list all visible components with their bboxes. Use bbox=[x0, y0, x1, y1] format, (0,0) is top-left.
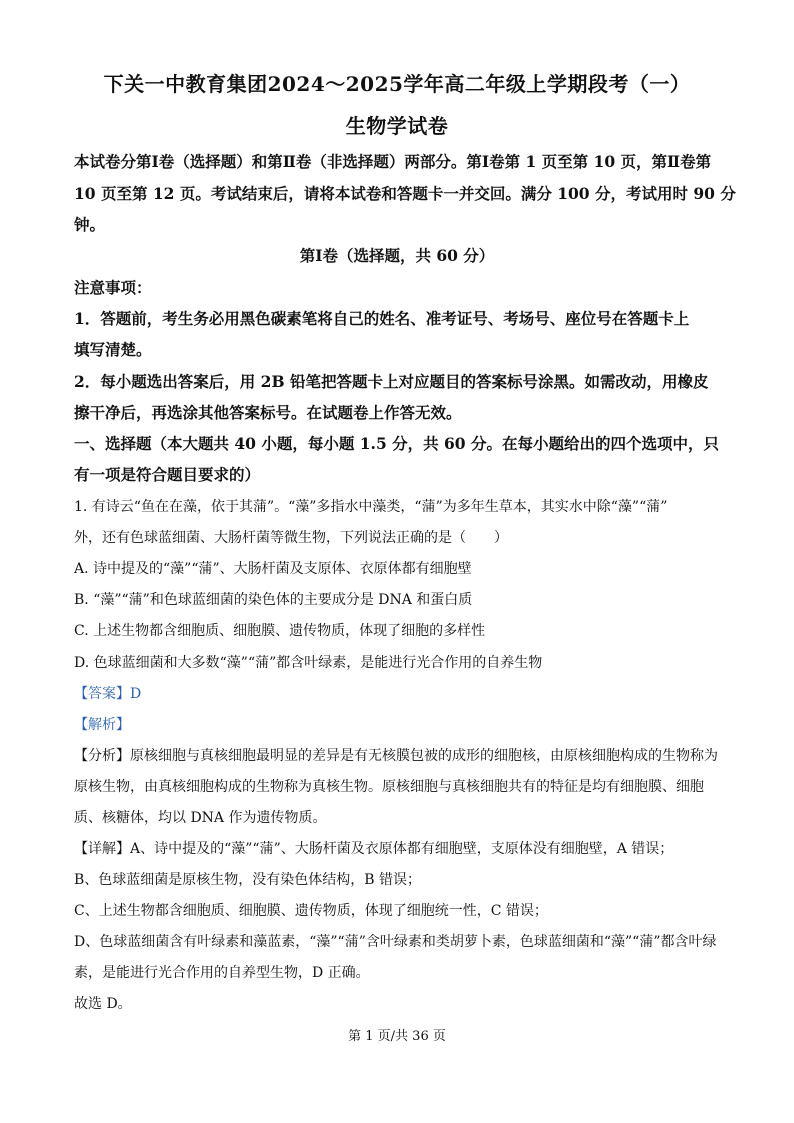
detail-line: B、色球蓝细菌是原核生物，没有染色体结构，B 错误； bbox=[74, 872, 422, 888]
detail-line: 素，是能进行光合作用的自养型生物，D 正确。 bbox=[74, 965, 370, 981]
notice-line: 1．答题前，考生务必用黑色碳素笔将自己的姓名、准考证号、考场号、座位号在答题卡上 bbox=[74, 309, 690, 328]
detail-line: D、色球蓝细菌含有叶绿素和藻蓝素，“藻”“蒲”含叶绿素和类胡萝卜素，色球蓝细菌和“藻”“蒲”都含叶绿 bbox=[74, 934, 717, 950]
section-title: 第Ⅰ卷（选择题，共 60 分） bbox=[299, 246, 495, 265]
analysis-line: 【分析】原核细胞与真核细胞最明显的差异是有无核膜包被的成形的细胞核，由原核细胞构成的生物称为 bbox=[74, 748, 718, 764]
intro-line: 10 页至第 12 页。考试结束后，请将本试卷和答题卡一并交回。满分 100 分，考试用时 90 分 bbox=[74, 184, 736, 203]
intro-line: 本试卷分第Ⅰ卷（选择题）和第Ⅱ卷（非选择题）两部分。第Ⅰ卷第 1 页至第 10 页，第Ⅱ卷第 bbox=[74, 152, 712, 171]
detail-line: 故选 D。 bbox=[74, 996, 132, 1012]
detail-line: 【详解】A、诗中提及的“藻”“蒲”、大肠杆菌及衣原体都有细胞壁，支原体没有细胞壁，A 错误； bbox=[74, 841, 674, 857]
option-b: B. “藻”“蒲”和色球蓝细菌的染色体的主要成分是 DNA 和蛋白质 bbox=[74, 592, 473, 608]
option-d: D. 色球蓝细菌和大多数“藻”“蒲”都含叶绿素，是能进行光合作用的自养生物 bbox=[74, 655, 543, 671]
notice-line: 填写清楚。 bbox=[74, 340, 152, 359]
analysis-line: 原核生物，由真核细胞构成的生物称为真核生物。原核细胞与真核细胞共有的特征是均有细胞膜、细胞 bbox=[74, 779, 704, 795]
option-c: C. 上述生物都含细胞质、细胞膜、遗传物质，体现了细胞的多样性 bbox=[74, 623, 486, 639]
intro-line: 钟。 bbox=[74, 215, 106, 234]
option-a: A. 诗中提及的“藻”“蒲”、大肠杆菌及支原体、衣原体都有细胞壁 bbox=[74, 561, 472, 577]
question-stem: 外，还有色球蓝细菌、大肠杆菌等微生物，下列说法正确的是（ ） bbox=[74, 530, 508, 546]
part-heading: 有一项是符合题目要求的） bbox=[74, 465, 261, 484]
notice-heading: 注意事项： bbox=[74, 278, 152, 297]
question-stem: 1. 有诗云“鱼在在藻，依于其蒲”。“藻”多指水中藻类，“蒲”为多年生草本，其实水中除“藻”“蒲” bbox=[74, 499, 668, 515]
notice-line: 擦干净后，再选涂其他答案标号。在试题卷上作答无效。 bbox=[74, 403, 462, 422]
part-heading: 一、选择题（本大题共 40 小题，每小题 1.5 分，共 60 分。在每小题给出的四个选项中，只 bbox=[74, 434, 719, 453]
detail-line: C、上述生物都含细胞质、细胞膜、遗传物质，体现了细胞统一性，C 错误； bbox=[74, 903, 548, 919]
analysis-label: 【解析】 bbox=[74, 717, 130, 733]
exam-title: 下关一中教育集团2024～2025学年高二年级上学期段考（一） bbox=[103, 72, 691, 96]
exam-subtitle: 生物学试卷 bbox=[345, 114, 449, 138]
analysis-line: 质、核糖体，均以 DNA 作为遗传物质。 bbox=[74, 810, 327, 826]
page-number: 第 1 页/共 36 页 bbox=[348, 1029, 446, 1044]
notice-line: 2．每小题选出答案后，用 2B 铅笔把答题卡上对应题目的答案标号涂黑。如需改动，用橡皮 bbox=[74, 372, 709, 391]
answer-label: 【答案】D bbox=[74, 686, 142, 702]
